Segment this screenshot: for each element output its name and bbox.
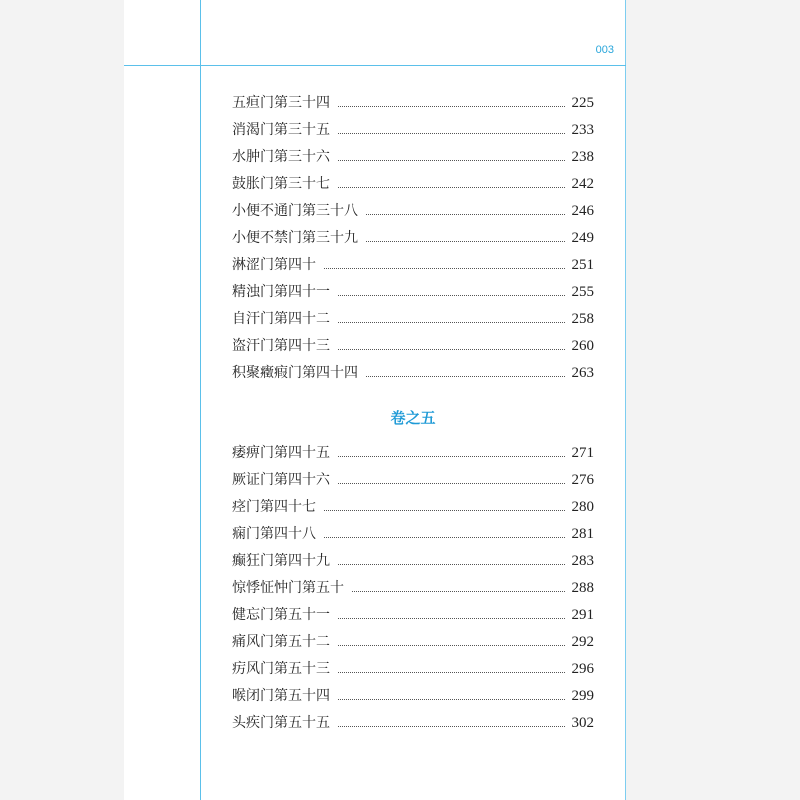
toc-entry[interactable] [232, 252, 594, 279]
toc-list-section-2 [232, 440, 594, 737]
toc-leader-dots [338, 132, 565, 134]
toc-entry[interactable] [232, 198, 594, 225]
left-margin-rule [200, 0, 201, 800]
toc-leader-dots [366, 240, 565, 242]
toc-entry[interactable] [232, 279, 594, 306]
toc-entry-title: 鼓胀门第三十七 [232, 176, 330, 192]
toc-entry-title: 五疸门第三十四 [232, 95, 330, 111]
toc-leader-dots [338, 698, 565, 700]
toc-entry[interactable] [232, 602, 594, 629]
toc-entry-title: 头疾门第五十五 [232, 715, 330, 731]
toc-leader-dots [338, 725, 565, 727]
toc-entry-page: 271 [571, 445, 594, 461]
toc-entry[interactable] [232, 575, 594, 602]
toc-entry-page: 233 [571, 122, 594, 138]
toc-entry-page: 242 [571, 176, 594, 192]
toc-entry-title: 盗汗门第四十三 [232, 338, 330, 354]
toc-entry[interactable] [232, 360, 594, 387]
toc-leader-dots [352, 590, 565, 592]
toc-entry-page: 276 [571, 472, 594, 488]
toc-leader-dots [338, 294, 565, 296]
toc-entry-page: 281 [571, 526, 594, 542]
toc-leader-dots [338, 455, 565, 457]
toc-leader-dots [324, 267, 565, 269]
toc-entry-title: 痛风门第五十二 [232, 634, 330, 650]
toc-entry-page: 258 [571, 311, 594, 327]
toc-entry-page: 238 [571, 149, 594, 165]
toc-entry[interactable] [232, 467, 594, 494]
toc-entry[interactable] [232, 521, 594, 548]
toc-entry-title: 惊悸怔忡门第五十 [232, 580, 344, 596]
toc-entry-page: 292 [571, 634, 594, 650]
toc-entry[interactable] [232, 306, 594, 333]
toc-entry-page: 251 [571, 257, 594, 273]
toc-entry-title: 消渴门第三十五 [232, 122, 330, 138]
toc-entry-title: 水肿门第三十六 [232, 149, 330, 165]
toc-leader-dots [324, 509, 565, 511]
toc-entry-page: 263 [571, 365, 594, 381]
toc-entry-page: 283 [571, 553, 594, 569]
toc-entry[interactable] [232, 144, 594, 171]
toc-entry-page: 249 [571, 230, 594, 246]
toc-entry[interactable] [232, 440, 594, 467]
toc-entry-title: 健忘门第五十一 [232, 607, 330, 623]
toc-entry-title: 淋涩门第四十 [232, 257, 316, 273]
header-rule [124, 65, 626, 66]
toc-leader-dots [338, 105, 565, 107]
toc-leader-dots [338, 482, 565, 484]
toc-entry[interactable] [232, 494, 594, 521]
toc-entry-title: 精浊门第四十一 [232, 284, 330, 300]
toc-entry-page: 260 [571, 338, 594, 354]
toc-entry-page: 296 [571, 661, 594, 677]
toc-entry[interactable] [232, 710, 594, 737]
toc-leader-dots [338, 186, 565, 188]
toc-leader-dots [338, 644, 565, 646]
toc-leader-dots [338, 159, 565, 161]
toc-entry-page: 255 [571, 284, 594, 300]
toc-leader-dots [338, 617, 565, 619]
toc-entry-title: 痫门第四十八 [232, 526, 316, 542]
toc-list-section-1 [232, 90, 594, 387]
toc-leader-dots [338, 563, 565, 565]
toc-entry[interactable] [232, 629, 594, 656]
toc-entry[interactable] [232, 656, 594, 683]
toc-entry-page: 288 [571, 580, 594, 596]
toc-leader-dots [338, 671, 565, 673]
toc-entry[interactable] [232, 548, 594, 575]
toc-entry[interactable] [232, 225, 594, 252]
toc-entry[interactable] [232, 90, 594, 117]
toc-entry-page: 299 [571, 688, 594, 704]
section-heading: 卷之五 [390, 409, 436, 427]
toc-entry[interactable] [232, 333, 594, 360]
toc-entry-title: 痉门第四十七 [232, 499, 316, 515]
toc-entry[interactable] [232, 171, 594, 198]
toc-entry-page: 280 [571, 499, 594, 515]
toc-entry-title: 自汗门第四十二 [232, 311, 330, 327]
toc-entry-title: 小便不禁门第三十九 [232, 230, 358, 246]
toc-leader-dots [338, 321, 565, 323]
toc-entry-title: 积聚癥瘕门第四十四 [232, 365, 358, 381]
toc-entry-title: 疠风门第五十三 [232, 661, 330, 677]
toc-entry-page: 246 [571, 203, 594, 219]
toc-entry-title: 小便不通门第三十八 [232, 203, 358, 219]
toc-entry-title: 癫狂门第四十九 [232, 553, 330, 569]
toc-entry-page: 302 [571, 715, 594, 731]
toc-entry-title: 喉闭门第五十四 [232, 688, 330, 704]
toc-entry-page: 225 [571, 95, 594, 111]
toc-leader-dots [338, 348, 565, 350]
toc-entry-page: 291 [571, 607, 594, 623]
right-margin-rule [625, 0, 626, 800]
page-number: 003 [595, 44, 614, 56]
toc-leader-dots [366, 375, 565, 377]
toc-leader-dots [324, 536, 565, 538]
toc-entry[interactable] [232, 683, 594, 710]
toc-leader-dots [366, 213, 565, 215]
toc-entry-title: 厥证门第四十六 [232, 472, 330, 488]
toc-entry-title: 痿痹门第四十五 [232, 445, 330, 461]
toc-entry[interactable] [232, 117, 594, 144]
